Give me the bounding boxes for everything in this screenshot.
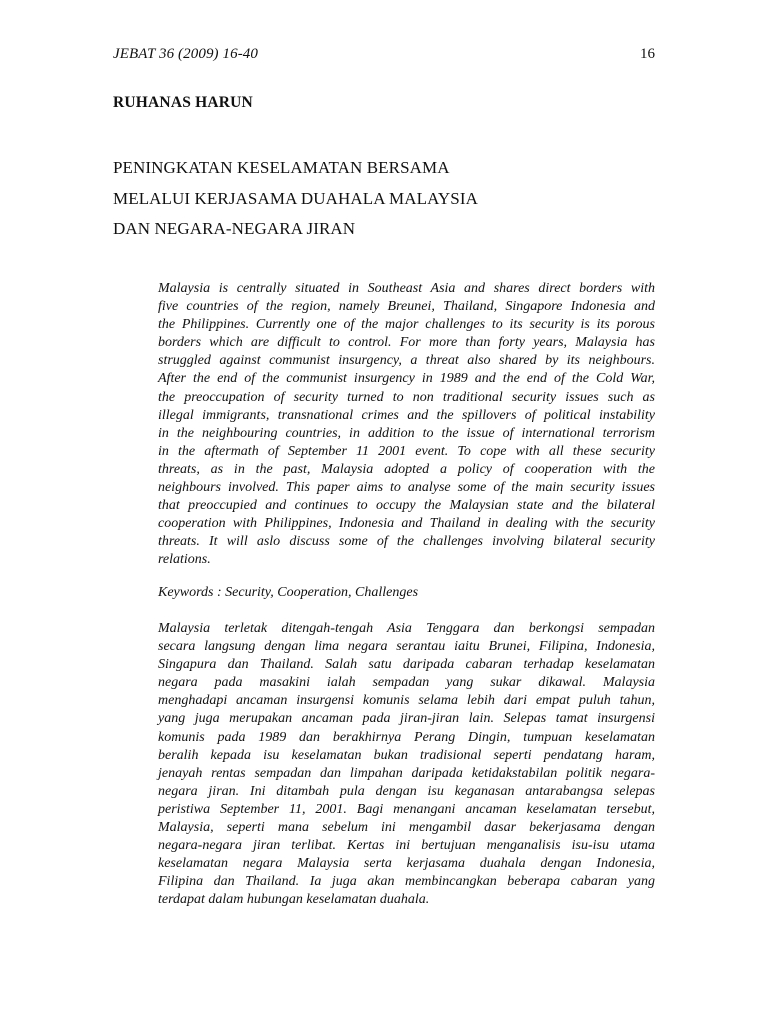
abstrak-line: yang juga merupakan ancaman pada jiran-jiran lain. Selepas tamat insurgensi: [158, 711, 655, 727]
abstract-line: that preoccupied and continues to occupy the Malaysian state and the bilateral: [158, 498, 655, 514]
abstract-line: Malaysia is centrally situated in Southeast Asia and shares direct borders with: [158, 281, 655, 296]
abstract-line: threats. It will aslo discuss some of the challenges involving bilateral security: [158, 534, 655, 550]
abstract-line: the Philippines. Currently one of the major challenges to its security is its porous: [158, 317, 655, 333]
abstract-line: the preoccupation of security turned to non traditional security issues such as: [158, 389, 655, 405]
abstrak-line: terdapat dalam hubungan keselamatan duahala.: [158, 892, 430, 908]
abstract-line: After the end of the communist insurgency in 1989 and the end of the Cold War,: [158, 371, 655, 387]
abstract-line: borders which are difficult to control. For more than forty years, Malaysia has: [158, 335, 655, 351]
abstrak-line: negara pada masakini ialah sempadan yang sukar dikawal. Malaysia: [158, 675, 655, 691]
keywords-line: Keywords : Security, Cooperation, Challenges: [158, 585, 419, 600]
abstract-line: in the neighbouring countries, in addition to the issue of international terrorism: [158, 425, 655, 441]
abstract-english: [158, 280, 655, 570]
abstrak-line: secara langsung dengan lima negara serantau iaitu Brunei, Filipina, Indonesia,: [158, 639, 655, 655]
abstrak-line: Singapura dan Thailand. Salah satu daripada cabaran terhadap keselamatan: [158, 657, 655, 673]
abstrak-line: keselamatan negara Malaysia serta kerjasama duahala dengan Indonesia,: [158, 856, 655, 872]
running-head-journal: JEBAT 36 (2009) 16-40: [113, 46, 258, 62]
abstract-line: threats, as in the past, Malaysia adopted a policy of cooperation with the: [158, 461, 655, 477]
title-line: DAN NEGARA-NEGARA JIRAN: [113, 219, 356, 238]
title-line: PENINGKATAN KESELAMATAN BERSAMA: [113, 158, 450, 177]
abstrak-line: komunis pada 1989 dan berakhirnya Perang Dingin, tumpuan keselamatan: [158, 729, 655, 745]
title-line: MELALUI KERJASAMA DUAHALA MALAYSIA: [113, 188, 478, 208]
abstrak-line: Malaysia terletak ditengah-tengah Asia Tenggara dan berkongsi sempadan: [158, 621, 655, 636]
abstract-line: five countries of the region, namely Breunei, Thailand, Singapore Indonesia and: [158, 299, 655, 315]
abstract-malay: [158, 620, 655, 910]
author-name: RUHANAS HARUN: [113, 94, 253, 111]
abstrak-line: jenayah rentas sempadan dan limpahan daripada ketidakstabilan politik negara-: [158, 765, 655, 781]
abstract-line: neighbours involved. This paper aims to analyse some of the main security issues: [158, 480, 655, 496]
abstrak-line: Filipina dan Thailand. Ia juga akan membincangkan beberapa cabaran yang: [158, 874, 655, 890]
abstrak-line: menghadapi ancaman insurgensi komunis selama lebih dari empat puluh tahun,: [158, 693, 655, 709]
abstrak-line: peristiwa September 11, 2001. Bagi menangani ancaman keselamatan tersebut,: [158, 801, 655, 817]
abstract-line: illegal immigrants, transnational crimes and the spillovers of political instability: [158, 407, 655, 423]
abstract-line: cooperation with Philippines, Indonesia and Thailand in dealing with the security: [158, 516, 655, 532]
abstract-line: in the aftermath of September 11 2001 event. To cope with all these security: [158, 443, 655, 459]
abstract-line: struggled against communist insurgency, a threat also shared by its neighbours.: [158, 353, 655, 369]
abstrak-line: Malaysia, seperti mana sebelum ini mengambil dasar bekerjasama dengan: [158, 820, 655, 836]
abstrak-line: beralih kepada isu keselamatan bukan tradisional seperti pendatang haram,: [158, 747, 655, 763]
article-title: [113, 153, 673, 245]
abstract-line: relations.: [158, 552, 211, 568]
abstrak-line: negara-negara jiran terlibat. Kertas ini bertujuan menganalisis isu-isu utama: [158, 838, 655, 854]
page-number: 16: [640, 46, 655, 62]
abstrak-line: negara jiran. Ini ditambah pula dengan isu keganasan antarabangsa selepas: [158, 783, 655, 799]
